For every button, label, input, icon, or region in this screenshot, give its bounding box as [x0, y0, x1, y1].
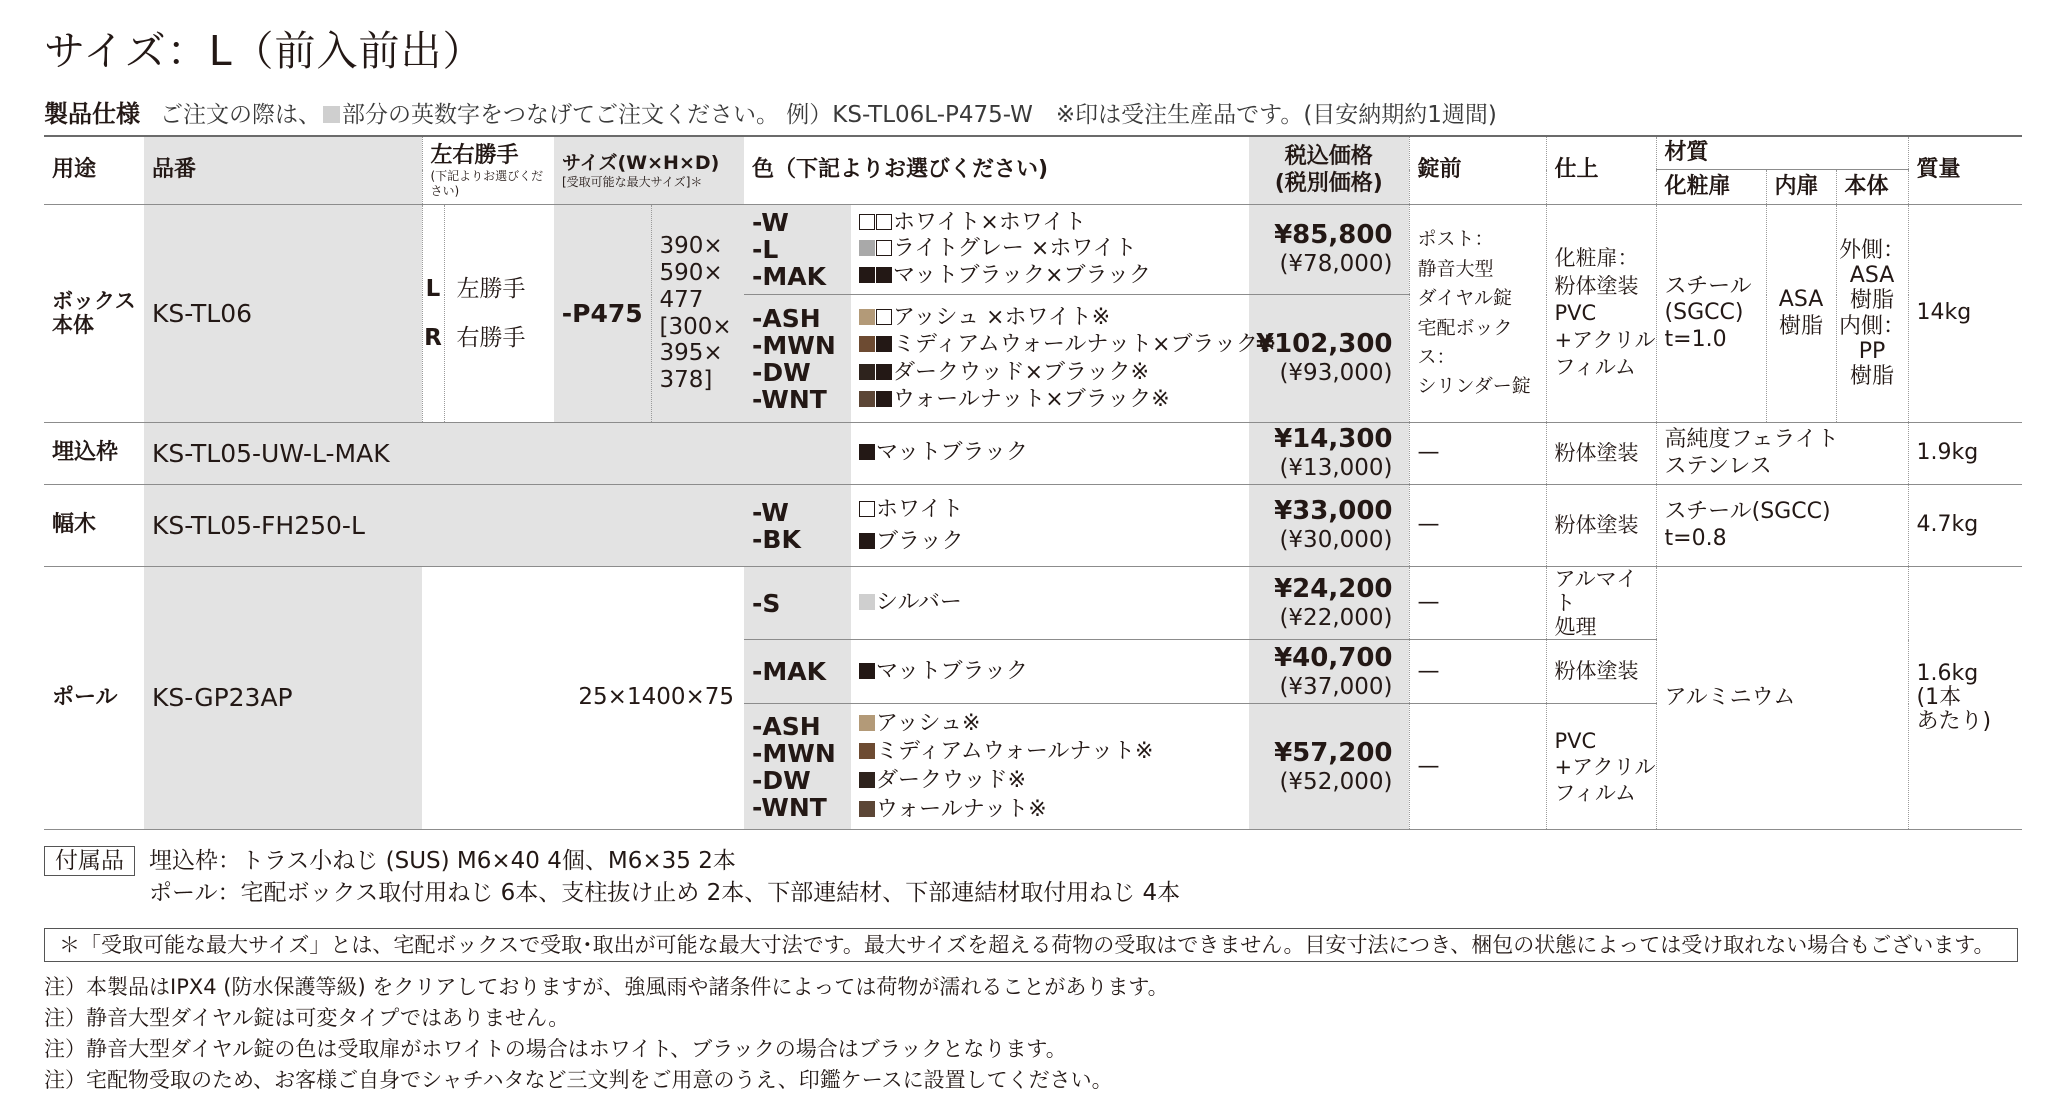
skirting-use: 幅木: [44, 485, 144, 567]
white-swatch-icon: [859, 501, 875, 517]
header-price2: (税別価格): [1274, 170, 1383, 196]
pole-r1-finish: アルマイト 処理: [1546, 567, 1656, 640]
code-ash: -ASH: [752, 303, 821, 333]
skirting-part-no: KS-TL05-FH250-L: [144, 485, 744, 567]
page-title: サイズ：L（前入前出）: [44, 27, 485, 75]
pole-r3-lock: —: [1409, 704, 1546, 830]
gray-square-icon: [323, 106, 340, 123]
color-white: [859, 494, 1249, 526]
pole-r2-color: [851, 640, 1249, 704]
pole-r2-lock: —: [1409, 640, 1546, 704]
code-mak: -MAK: [752, 262, 826, 291]
color-midwalnut-black: [859, 331, 1277, 359]
accessories-line-1: 埋込枠：トラス小ねじ (SUS) M6×40 4個、M6×35 2本: [149, 848, 736, 874]
walnut-swatch-icon: [859, 391, 875, 407]
code-mwn: -MWN: [752, 330, 836, 360]
pole-r3-colors: [851, 704, 1249, 830]
frame-weight: 1.9kg: [1908, 423, 2022, 485]
ash-swatch-icon: [859, 715, 875, 731]
lightgray-swatch-icon: [859, 240, 875, 256]
header-hand: [422, 136, 554, 205]
pole-use: ポール: [44, 567, 144, 830]
color-name: ホワイト×ホワイト: [893, 209, 1087, 235]
color-lightgray-white: [859, 236, 1249, 262]
code-dw: -DW: [752, 357, 811, 387]
color-midwalnut: [859, 738, 1249, 767]
box-part-no: KS-TL06: [144, 205, 422, 423]
max-size-note: ＊「受取可能な最大サイズ」とは、宅配ボックスで受取･取出が可能な最大寸法です。最大サイズを超える荷物の受取はできません。目安寸法につき、梱包の状態によっては受け取れない場合もございます。: [44, 928, 2018, 962]
pole-weight: 1.6kg (1本 あたり): [1908, 567, 2022, 830]
header-size-sub: [受取可能な最大サイズ]＊: [562, 174, 703, 189]
price-excl-tax: (¥13,000): [1279, 455, 1393, 482]
white-swatch-icon: [876, 214, 892, 230]
box-a-colors: [851, 205, 1249, 295]
header-lock: 錠前: [1409, 136, 1546, 205]
frame-finish: 粉体塗装: [1546, 423, 1656, 485]
box-mat-facing: スチール (SGCC) t=1.0: [1656, 205, 1766, 423]
pole-r1-code: [744, 567, 851, 640]
header-mat-facing: 化粧扉: [1656, 170, 1766, 205]
walnut-swatch-icon: [859, 801, 875, 817]
spec-table: [44, 135, 2022, 830]
color-name: ライトグレー ×ホワイト: [893, 236, 1137, 262]
header-mat-body: 本体: [1836, 170, 1908, 205]
footnote-1: 注）本製品はIPX4 (防水保護等級) をクリアしておりますが、強風雨や諸条件によっては荷物が濡れることがあります。: [44, 975, 1169, 999]
pole-r1-color: [851, 567, 1249, 640]
color-name: マットブラック×ブラック: [893, 262, 1152, 288]
header-size: [554, 136, 744, 205]
skirting-weight: 4.7kg: [1908, 485, 2022, 567]
price-excl-tax: (¥52,000): [1279, 768, 1393, 795]
header-hand-sub: (下記よりお選びください): [430, 169, 544, 198]
skirting-colors: [851, 485, 1249, 567]
black-swatch-icon: [859, 533, 875, 549]
black-swatch-icon: [876, 364, 892, 380]
color-name: アッシュ ×ホワイト※: [893, 304, 1111, 330]
footnote-3: 注）静音大型ダイヤル錠の色は受取扉がホワイトの場合はホワイト、ブラックの場合はブラックとなります。: [44, 1037, 1067, 1061]
header-weight: 質量: [1908, 136, 2022, 205]
code-w: -W: [752, 208, 789, 237]
price-excl-tax: (¥22,000): [1279, 605, 1393, 631]
pole-material: アルミニウム: [1656, 567, 1908, 830]
skirting-row: [44, 485, 2022, 567]
code-dw: -DW: [752, 765, 811, 795]
box-hand-names: [444, 205, 554, 423]
price-incl-tax: ¥40,700: [1274, 642, 1393, 673]
white-swatch-icon: [876, 309, 892, 325]
box-mat-inner: ASA 樹脂: [1766, 205, 1836, 423]
midwalnut-swatch-icon: [859, 743, 875, 759]
color-name: ホワイト: [876, 496, 964, 522]
spec-intro: [44, 94, 1497, 129]
color-name: ウォールナット※: [876, 796, 1047, 822]
darkwood-swatch-icon: [859, 772, 875, 788]
code-mwn: -MWN: [752, 738, 836, 768]
skirting-codes: [744, 485, 851, 567]
box-finish: 化粧扉： 粉体塗装 PVC +アクリル フィルム: [1546, 205, 1656, 423]
box-row-a: [44, 205, 2022, 295]
price-incl-tax: ¥14,300: [1274, 424, 1393, 455]
color-name: ウォールナット×ブラック※: [893, 387, 1170, 412]
price-incl-tax: ¥102,300: [1256, 329, 1393, 360]
color-black: [859, 526, 1249, 558]
code-wnt: -WNT: [752, 792, 827, 822]
box-b-colors: [851, 295, 1277, 423]
spec-intro-pre: ご注文の際は、: [160, 102, 321, 128]
color-name: ダークウッド×ブラック※: [893, 359, 1150, 385]
hand-code-r: R: [424, 324, 442, 351]
spec-intro-post: 部分の英数字をつなげてご注文ください。 例）KS-TL06L-P475-W ※印は受注生産品です。(目安納期約1週間): [342, 102, 1497, 128]
box-weight: 14kg: [1908, 205, 2022, 423]
pole-r2-price: [1249, 640, 1409, 704]
code-s: -S: [752, 588, 781, 618]
skirting-lock: —: [1409, 485, 1546, 567]
skirting-finish: 粉体塗装: [1546, 485, 1656, 567]
color-name: ミディアムウォールナット×ブラック※: [893, 332, 1277, 357]
frame-use: 埋込枠: [44, 423, 144, 485]
color-darkwood: [859, 767, 1249, 796]
box-size-code: -P475: [554, 205, 651, 423]
header-size-label: サイズ(W×H×D): [562, 151, 720, 174]
color-name: シルバー: [876, 590, 962, 616]
pole-size: 25×1400×75: [422, 567, 744, 830]
footnotes: [44, 972, 1169, 1096]
pole-r1-price: [1249, 567, 1409, 640]
header-finish: 仕上: [1546, 136, 1656, 205]
frame-lock: —: [1409, 423, 1546, 485]
pole-r2-code: [744, 640, 851, 704]
price-excl-tax: (¥78,000): [1279, 251, 1393, 278]
accessories-line-2: ポール：宅配ボックス取付用ねじ 6本、支柱抜け止め 2本、下部連結材、下部連結材取付用ねじ 4本: [149, 880, 1181, 906]
black-swatch-icon: [859, 444, 875, 460]
price-excl-tax: (¥30,000): [1279, 527, 1393, 554]
color-ash-white: [859, 304, 1249, 332]
color-walnut-black: [859, 386, 1249, 414]
pole-r2-finish: 粉体塗装: [1546, 640, 1656, 704]
box-lock: ポスト： 静音大型 ダイヤル錠 宅配ボックス： シリンダー錠: [1409, 205, 1546, 423]
skirting-price: [1249, 485, 1409, 567]
header-material: 材質: [1656, 136, 1908, 170]
ash-swatch-icon: [859, 309, 875, 325]
black-swatch-icon: [876, 336, 892, 352]
footnote-2: 注）静音大型ダイヤル錠は可変タイプではありません。: [44, 1006, 570, 1030]
pole-r3-finish: PVC +アクリル フィルム: [1546, 704, 1656, 830]
code-bk: -BK: [752, 524, 801, 554]
skirting-material: スチール(SGCC) t=0.8: [1656, 485, 1908, 567]
color-darkwood-black: [859, 359, 1249, 387]
code-l: -L: [752, 235, 779, 264]
accessories: [44, 845, 1181, 906]
frame-color: [851, 423, 1249, 485]
white-swatch-icon: [859, 214, 875, 230]
code-wnt: -WNT: [752, 384, 827, 414]
header-part-no: 品番: [144, 136, 422, 205]
box-hand-codes: [422, 205, 444, 423]
price-incl-tax: ¥24,200: [1274, 573, 1393, 604]
black-swatch-icon: [876, 391, 892, 407]
price-excl-tax: (¥93,000): [1279, 360, 1393, 387]
frame-material: 高純度フェライト ステンレス: [1656, 423, 1908, 485]
code-mak: -MAK: [752, 657, 826, 687]
box-b-price: [1249, 295, 1409, 423]
accessories-lines: [149, 845, 1349, 909]
color-name: マットブラック: [876, 440, 1029, 466]
pole-part-no: KS-GP23AP: [144, 567, 422, 830]
frame-part-no: KS-TL05-UW-L-MAK: [144, 423, 851, 485]
price-incl-tax: ¥57,200: [1274, 737, 1393, 768]
header-use: 用途: [44, 136, 144, 205]
price-excl-tax: (¥37,000): [1279, 673, 1393, 700]
price-incl-tax: ¥33,000: [1274, 496, 1393, 527]
code-w: -W: [752, 497, 789, 527]
box-a-codes: [744, 205, 851, 295]
box-size-value: 390× 590× 477 [300× 395× 378]: [651, 205, 744, 423]
silver-swatch-icon: [859, 594, 875, 610]
header-color: 色（下記よりお選びください): [744, 136, 1249, 205]
header-mat-inner: 内扉: [1766, 170, 1836, 205]
hand-right: 右勝手: [456, 324, 526, 351]
color-white-white: [859, 210, 1249, 236]
box-b-codes: [744, 295, 851, 423]
color-name: マットブラック: [876, 658, 1029, 684]
header-hand-label: 左右勝手: [430, 142, 519, 168]
darkwood-swatch-icon: [859, 364, 875, 380]
header-price: [1249, 136, 1409, 205]
header-price1: 税込価格: [1284, 144, 1373, 170]
header-row-1: [44, 136, 2022, 170]
color-name: ブラック: [876, 528, 964, 554]
spec-label: 製品仕様: [44, 100, 140, 128]
footnote-4: 注）宅配物受取のため、お客様ご自身でシャチハタなど三文判をご用意のうえ、印鑑ケースに設置してください。: [44, 1068, 1113, 1092]
code-ash: -ASH: [752, 711, 821, 741]
accessories-label: 付属品: [44, 846, 135, 876]
color-name: ダークウッド※: [876, 767, 1027, 793]
color-walnut: [859, 796, 1249, 825]
box-a-price: [1249, 205, 1409, 295]
color-name: アッシュ※: [876, 710, 981, 736]
black-swatch-icon: [859, 267, 875, 283]
color-ash: [859, 710, 1249, 739]
box-use: ボックス 本体: [44, 205, 144, 423]
midwalnut-swatch-icon: [859, 336, 875, 352]
price-incl-tax: ¥85,800: [1274, 220, 1393, 251]
black-swatch-icon: [876, 267, 892, 283]
pole-r3-codes: [744, 704, 851, 830]
box-mat-body: 外側： ASA 樹脂 内側： PP 樹脂: [1836, 205, 1908, 423]
pole-r3-price: [1249, 704, 1409, 830]
frame-price: [1249, 423, 1409, 485]
frame-row: [44, 423, 2022, 485]
hand-code-l: L: [425, 276, 441, 303]
color-matblack-black: [859, 263, 1249, 289]
white-swatch-icon: [876, 240, 892, 256]
hand-left: 左勝手: [456, 276, 526, 303]
black-swatch-icon: [859, 663, 875, 679]
color-name: ミディアムウォールナット※: [876, 739, 1154, 765]
pole-r1-lock: —: [1409, 567, 1546, 640]
pole-row-1: [44, 567, 2022, 640]
